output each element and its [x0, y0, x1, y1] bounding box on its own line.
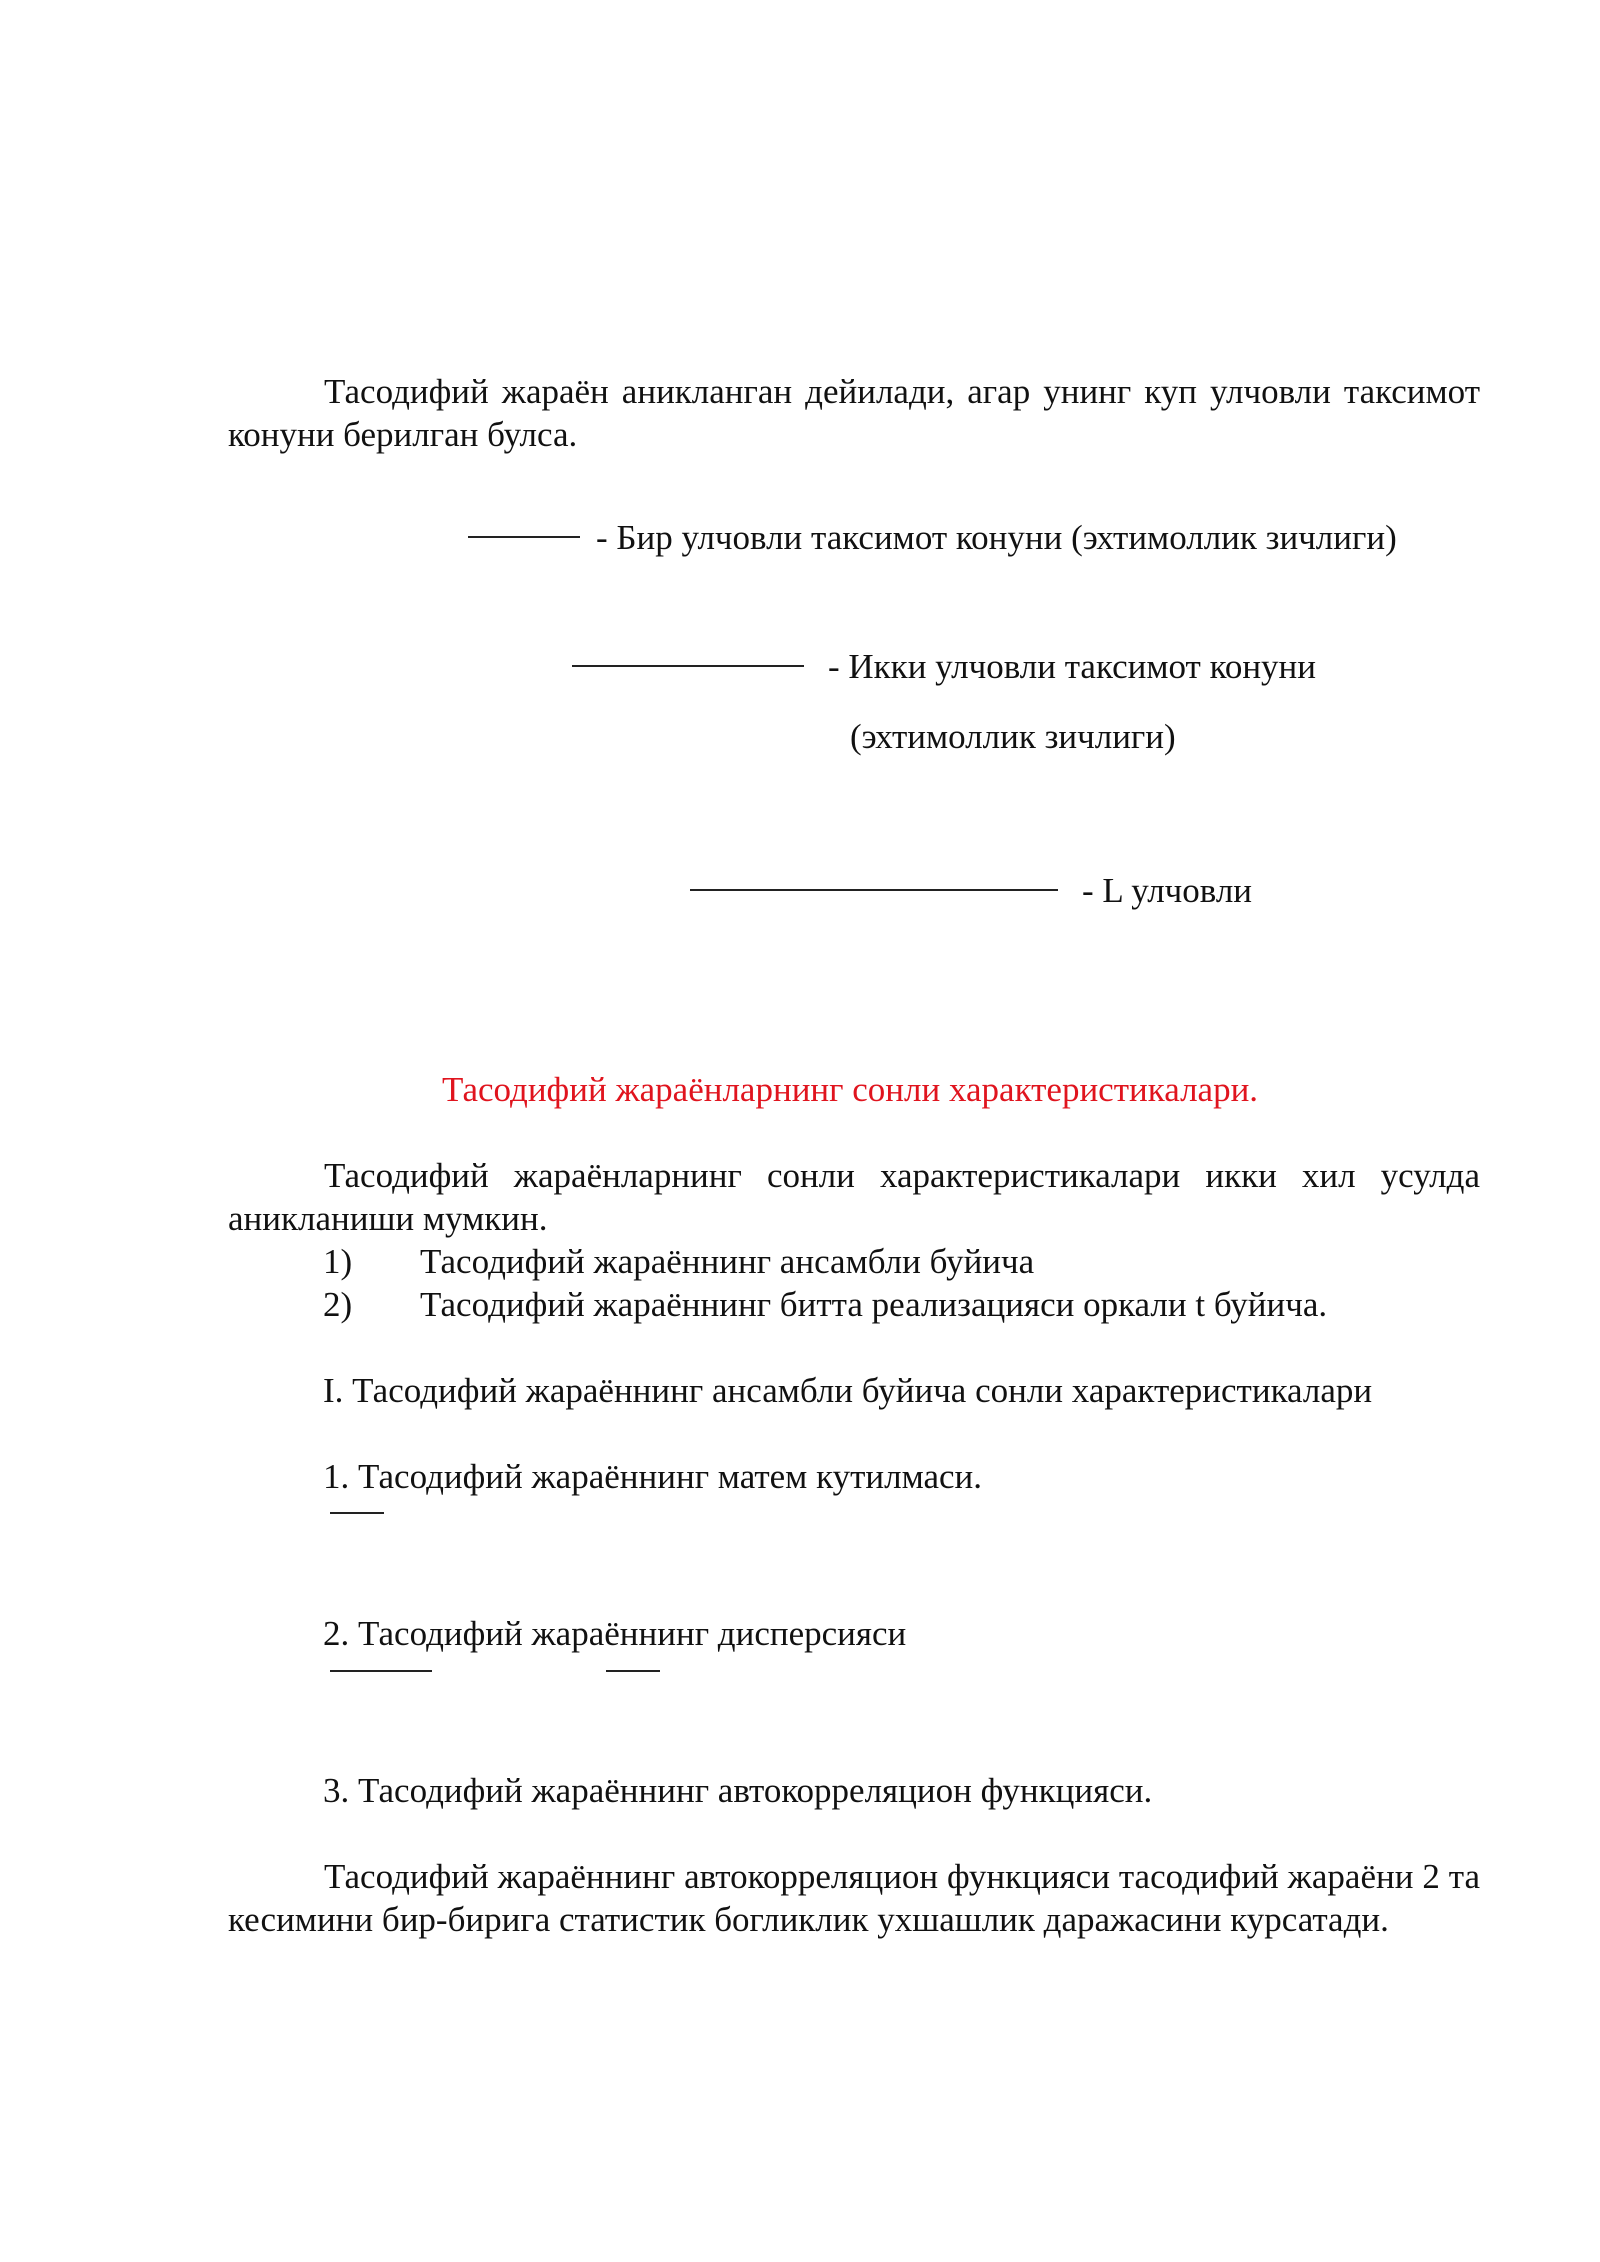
final-paragraph-text: Тасодифий жараённинг автокорреляцион функцияси тасодифий жараёни 2 та кесимини бир-бирига статистик богликлик ухшашлик даражасини курсатади. [228, 1857, 1480, 1939]
intro-text: Тасодифий жараён аникланган дейилади, агар унинг куп улчовли таксимот конуни берилган булса. [228, 372, 1480, 454]
final-paragraph [228, 1855, 1480, 1941]
subheading: I. Тасодифий жараённинг ансамбли буйича сонли характеристикалари [323, 1371, 1373, 1410]
section-paragraph-text: Тасодифий жараёнларнинг сонли характеристикалари икки хил усулда аникланиши мумкин. [228, 1156, 1480, 1238]
l-dim-law-text: - L улчовли [1082, 871, 1253, 910]
formula-placeholder-one-dim [468, 536, 580, 538]
section-paragraph [228, 1154, 1480, 1240]
section-heading: Тасодифий жараёнларнинг сонли характеристикалари. [441, 1070, 1259, 1109]
item-expectation: 1. Тасодифий жараённинг матем кутилмаси. [323, 1457, 983, 1496]
formula-placeholder-l-dim [690, 889, 1058, 891]
formula-placeholder-dispersion-a [330, 1670, 432, 1672]
list-item-number: 2) [323, 1285, 353, 1324]
list-item-number: 1) [323, 1242, 353, 1281]
formula-placeholder-dispersion-b [606, 1670, 660, 1672]
list-item-text: Тасодифий жараённинг битта реализацияси оркали t буйича. [420, 1285, 1328, 1324]
formula-placeholder-expectation [330, 1512, 384, 1514]
two-dim-law-text-cont: (эхтимоллик зичлиги) [850, 717, 1176, 756]
one-dim-law-text: - Бир улчовли таксимот конуни (эхтимоллик зичлиги) [596, 518, 1397, 557]
two-dim-law-text: - Икки улчовли таксимот конуни [828, 647, 1317, 686]
item-dispersion: 2. Тасодифий жараённинг дисперсияси [323, 1614, 907, 1653]
list-item-text: Тасодифий жараённинг ансамбли буйича [420, 1242, 1035, 1281]
item-autocorrelation: 3. Тасодифий жараённинг автокорреляцион функцияси. [323, 1771, 1153, 1810]
intro-paragraph [228, 370, 1480, 456]
formula-placeholder-two-dim [572, 665, 804, 667]
